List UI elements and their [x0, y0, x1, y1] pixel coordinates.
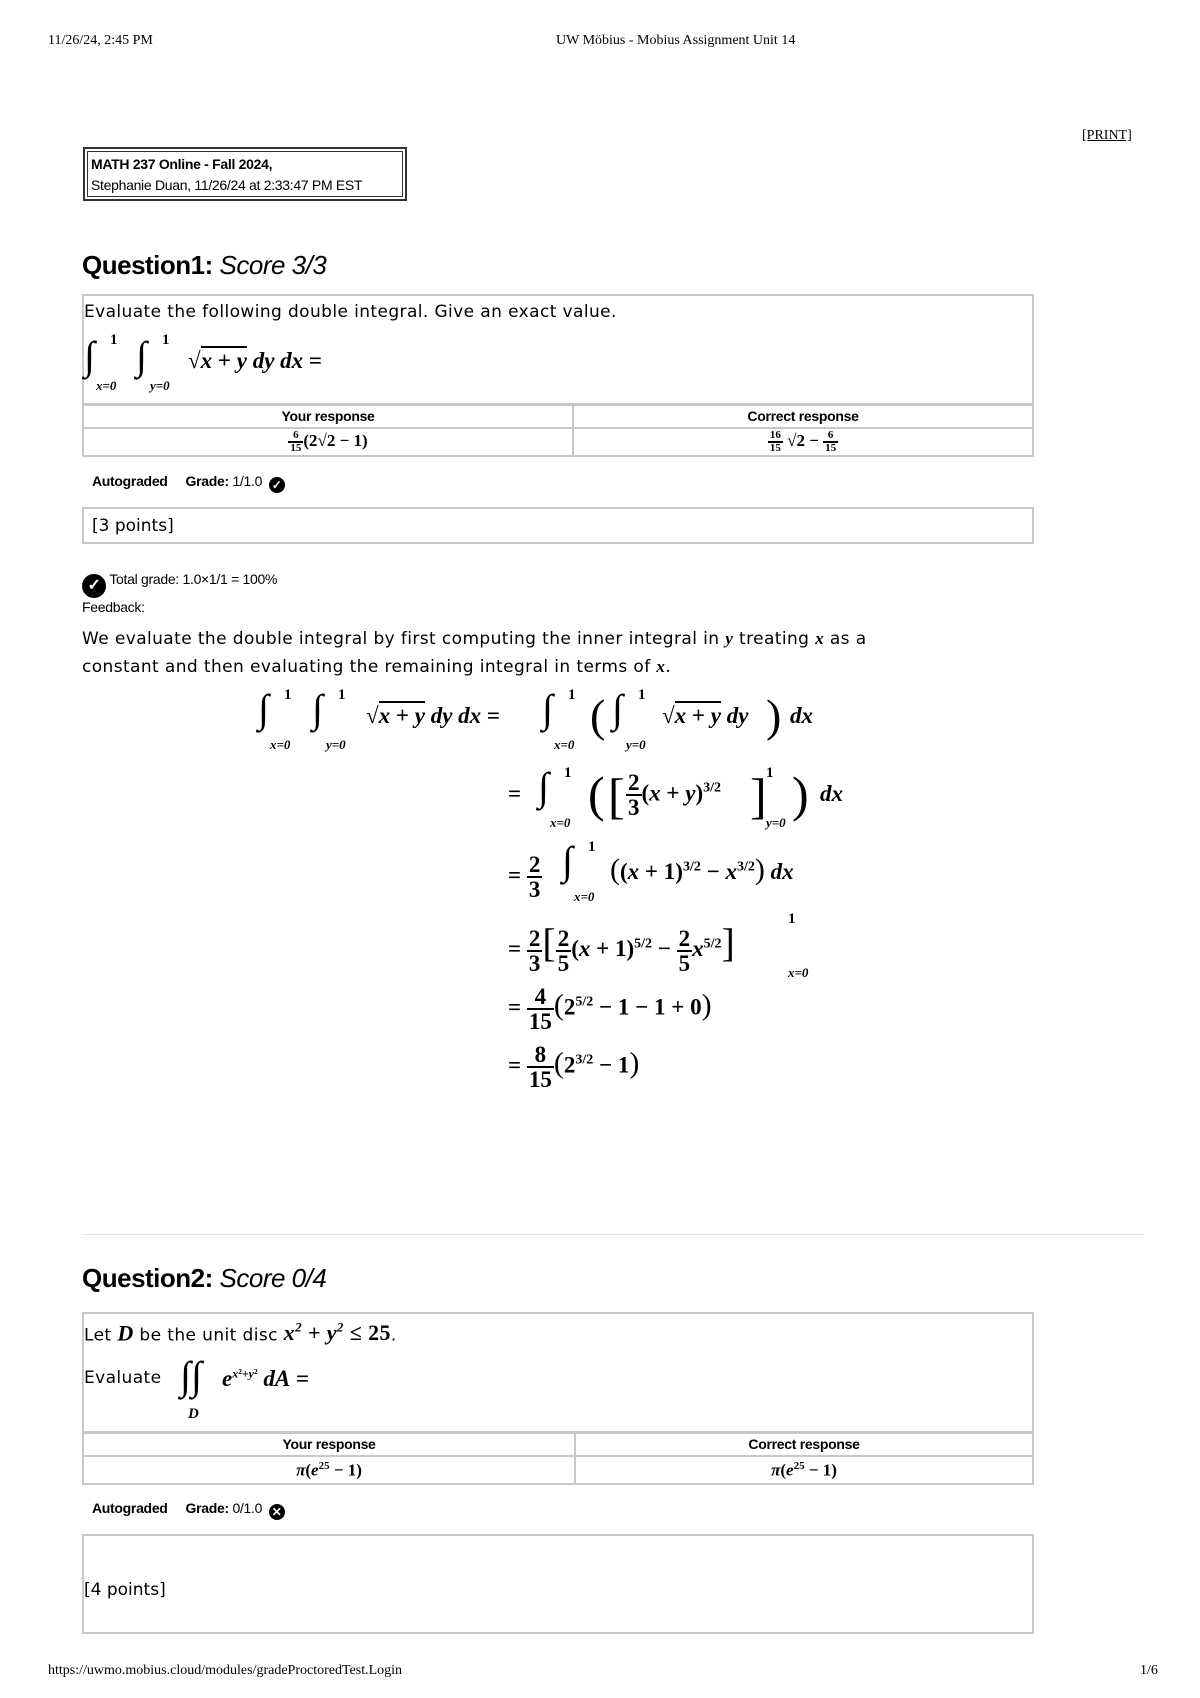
- print-page-title: UW Möbius - Mobius Assignment Unit 14: [556, 33, 796, 48]
- autograded-label: Autograded: [92, 473, 168, 489]
- autograded-label: Autograded: [92, 1500, 168, 1516]
- your-response-header: Your response: [83, 1432, 575, 1456]
- question-1-points-box: [82, 507, 1034, 544]
- course-info-box: [83, 147, 407, 201]
- your-response-header: Your response: [83, 404, 573, 428]
- question-2-points-box: [82, 1534, 1034, 1634]
- check-circle-icon: ✓: [82, 574, 106, 598]
- total-grade-row: [82, 571, 277, 598]
- grade-value: 1/1.0: [232, 473, 263, 489]
- question-1-correct-response: $\frac{16}{15}$ √2 − $\frac{6}{15}$: [573, 428, 1033, 456]
- question-divider: [82, 1234, 1144, 1235]
- question-1-score: Score 3/3: [219, 250, 327, 280]
- print-page-number: 1/6: [1140, 1663, 1158, 1678]
- print-url: https://uwmo.mobius.cloud/modules/gradeProctoredTest.Login: [48, 1663, 403, 1678]
- correct-response-header: Correct response: [575, 1432, 1033, 1456]
- question-2-integral: ∫∫ D $e^{x^2+y^2}$ dA =: [180, 1353, 310, 1422]
- question-2-points: [4 points]: [84, 1580, 166, 1600]
- question-1-box: [82, 294, 1034, 406]
- correct-response-header: Correct response: [573, 404, 1033, 428]
- x-circle-icon: ✕: [269, 1504, 285, 1520]
- question-2-your-response: $\pi(e^{25} - 1)$: [83, 1456, 575, 1484]
- feedback-label: Feedback:: [82, 599, 145, 615]
- question-2-box: [82, 1312, 1034, 1434]
- check-circle-icon: ✓: [269, 477, 285, 493]
- feedback-text: We evaluate the double integral by first computing the inner integral in y treating x as a constant and then evaluating the remaining integral in terms of x.: [82, 629, 867, 677]
- grade-value: 0/1.0: [232, 1500, 263, 1516]
- question-2-title: [82, 1263, 326, 1294]
- question-1-response-table: [82, 403, 1034, 457]
- question-1-prompt: Evaluate the following double integral. Give an exact value.: [84, 302, 617, 322]
- question-2-prompt-line2: Evaluate: [84, 1368, 162, 1388]
- grade-label: Grade:: [185, 473, 229, 489]
- question-2-label: Question2:: [82, 1263, 213, 1293]
- question-1-your-response: $\frac{6}{15}$ (2√2 − 1): [83, 428, 573, 456]
- question-2-score: Score 0/4: [219, 1263, 327, 1293]
- question-2-prompt-line1: Let D be the unit disc $x^2 + y^2 \le 25$.: [84, 1320, 397, 1346]
- course-title: MATH 237 Online - Fall 2024,: [91, 156, 273, 172]
- question-2-correct-response: $\pi(e^{25} - 1)$: [575, 1456, 1033, 1484]
- question-1-grading: [92, 473, 285, 493]
- print-link[interactable]: [PRINT]: [1082, 128, 1132, 143]
- question-2-response-table: [82, 1431, 1034, 1485]
- print-datetime: 11/26/24, 2:45 PM: [48, 33, 153, 48]
- grade-label: Grade:: [185, 1500, 229, 1516]
- question-1-points: [3 points]: [92, 516, 174, 536]
- question-1-title: [82, 250, 326, 281]
- question-1-integral: ∫ 1 x=0 ∫ 1 y=0 √x + y dy dx =: [84, 332, 323, 393]
- question-2-grading: [92, 1500, 285, 1520]
- student-info: Stephanie Duan, 11/26/24 at 2:33:47 PM EST: [91, 177, 363, 193]
- feedback-derivation: ∫ 1 x=0 ∫ 1 y=0 √x + y dy dx = ∫ 1 x=0 ( ∫ 1 y=0 √x + y dy ) dx = ∫ 1 x=0 ( [ $\frac{2}{3}$ $(x + y)^{3/2}$ ] 1 y=0 ) dx = $\frac{2}{3}$ ∫ 1 x=0 $((x + 1)^{3/2} - x^{3/2})$ dx = $\frac{2}{3}$ [ $\frac{2}{5}$ $(x + 1)^{5/2}$ − $\frac{2}{5}$ $x^{5/2}$] 1 x=0 = $\frac{4}{15}$ $(2^{5/2} - 1 - 1 + 0)$ = $\frac{8}{15}$ $(2^{3/2} - 1)$: [258, 686, 843, 1092]
- question-1-label: Question1:: [82, 250, 213, 280]
- total-grade: Total grade: 1.0×1/1 = 100%: [109, 571, 278, 587]
